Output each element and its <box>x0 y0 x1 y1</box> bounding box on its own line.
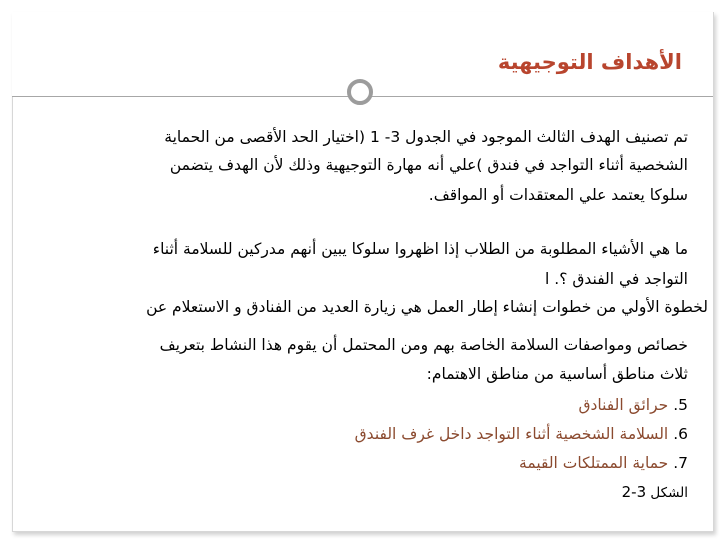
caption-label: الشكل <box>650 485 688 501</box>
figure-caption <box>622 485 688 501</box>
paragraph2-line2: التواجد في الفندق ؟. ا <box>545 270 688 288</box>
paragraph1-line1: تم تصنيف الهدف الثالث الموجود في الجدول 3- 1 (اختيار الحد الأقصى من الحماية <box>164 128 688 146</box>
list-number: 6. <box>673 425 688 443</box>
list-item-6 <box>355 427 688 443</box>
paragraph3-line1: لخطوة الأولي من خطوات إنشاء إطار العمل هي زيارة العديد من الفنادق و الاستعلام عن <box>146 298 708 316</box>
slide-title: الأهداف التوجيهية <box>497 50 682 74</box>
list-text: السلامة الشخصية أثناء التواجد داخل غرف الفندق <box>354 425 669 443</box>
caption-number: 3-2 <box>621 483 647 501</box>
paragraph1-line3: سلوكا يعتمد علي المعتقدات أو المواقف. <box>428 186 688 204</box>
paragraph1-line2: الشخصية أثناء التواجد في فندق )علي أنه مهارة التوجيهية وذلك لأن الهدف يتضمن <box>169 156 688 174</box>
list-number: 7. <box>673 454 688 472</box>
list-number: 5. <box>673 396 688 414</box>
paragraph3-line2: خصائص ومواصفات السلامة الخاصة بهم ومن المحتمل أن يقوم هذا النشاط بتعريف <box>159 336 688 354</box>
list-text: حماية الممتلكات القيمة <box>519 454 669 472</box>
list-text: حرائق الفنادق <box>578 396 669 414</box>
paragraph2-line1: ما هي الأشياء المطلوبة من الطلاب إذا اظهروا سلوكا يبين أنهم مدركين للسلامة أثناء <box>152 240 688 258</box>
list-item-5 <box>578 398 688 414</box>
list-item-7 <box>519 456 688 472</box>
circle-ornament-icon <box>347 79 373 105</box>
paragraph3-line3: ثلاث مناطق أساسية من مناطق الاهتمام: <box>426 365 688 383</box>
